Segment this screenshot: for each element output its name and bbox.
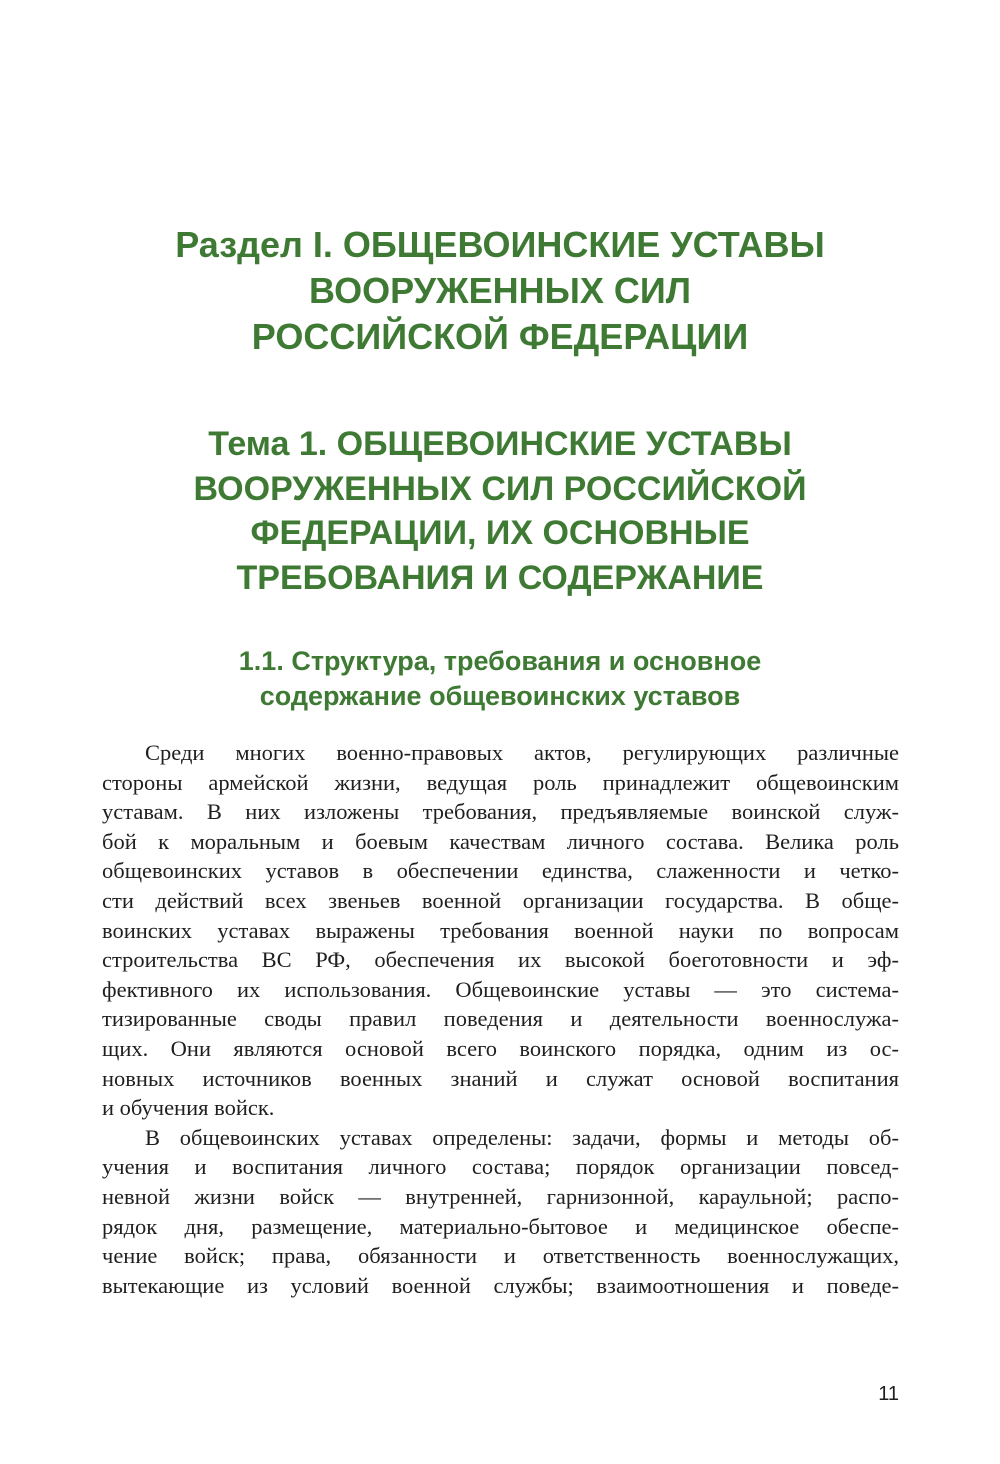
text-line: и обучения войск. [102,1095,275,1121]
topic-title-line: Тема 1. ОБЩЕВОИНСКИЕ УСТАВЫ [208,425,792,463]
text-line: щих. Они являются основой всего воинского порядка, одним из ос- [102,1035,899,1061]
section-title [0,222,1000,360]
paragraph [102,738,899,1123]
text-line: тизированные своды правил поведения и деятельности военнослужа- [102,1006,899,1032]
text-line: бой к моральным и боевым качествам личного состава. Велика роль [102,828,899,854]
text-line: общевоинских уставов в обеспечении единства, слаженности и четко- [102,858,899,884]
body-text [102,738,899,1300]
text-line: стороны армейской жизни, ведущая роль принадлежит общевоинским [102,769,899,795]
topic-title-line: ФЕДЕРАЦИИ, ИХ ОСНОВНЫЕ [250,514,750,552]
text-line: уставам. В них изложены требования, предъявляемые воинской служ- [102,799,899,825]
text-line: вытекающие из условий военной службы; взаимоотношения и поведе- [102,1272,899,1298]
text-line: учения и воспитания личного состава; порядок организации повсед- [102,1154,899,1180]
topic-title-line: ВООРУЖЕННЫХ СИЛ РОССИЙСКОЙ [193,469,807,508]
page-number: 11 [878,1383,899,1405]
text-line: чение войск; права, обязанности и ответственность военнослужащих, [102,1243,899,1269]
paragraph [102,1123,899,1301]
text-line: сти действий всех звеньев военной организации государства. В обще- [102,887,899,913]
subsection-title-line: содержание общевоинских уставов [259,681,741,711]
text-line: невной жизни войск — внутренней, гарнизонной, караульной; распо- [102,1183,899,1209]
text-line: Среди многих военно-правовых актов, регулирующих различные [145,740,899,765]
subsection-title [0,644,1000,714]
subsection-title-line: 1.1. Структура, требования и основное [238,646,762,676]
text-line: фективного их использования. Общевоинские уставы — это система- [102,976,899,1002]
section-title-line: РОССИЙСКОЙ ФЕДЕРАЦИИ [251,316,749,357]
text-line: воинских уставах выражены требования военной науки по вопросам [102,917,899,943]
text-line: новных источников военных знаний и служат основой воспитания [102,1065,899,1091]
text-line: строительства ВС РФ, обеспечения их высокой боеготовности и эф- [102,947,899,973]
section-title-line: ВООРУЖЕННЫХ СИЛ [309,270,691,311]
section-title-line: Раздел I. ОБЩЕВОИНСКИЕ УСТАВЫ [175,224,825,265]
text-line: В общевоинских уставах определены: задачи, формы и методы об- [145,1124,899,1150]
text-line: рядок дня, размещение, материально-бытовое и медицинское обеспе- [102,1213,899,1239]
topic-title-line: ТРЕБОВАНИЯ И СОДЕРЖАНИЕ [236,558,764,597]
topic-title [0,422,1000,600]
